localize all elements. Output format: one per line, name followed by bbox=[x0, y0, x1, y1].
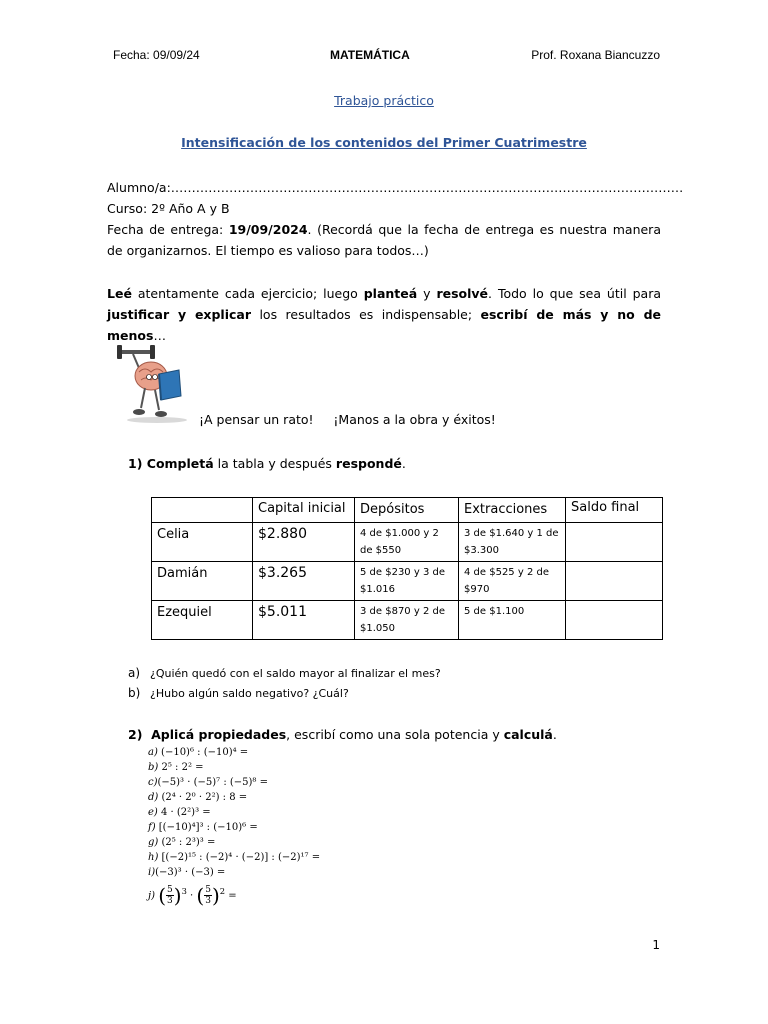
table-cell-capital: $5.011 bbox=[253, 601, 355, 640]
exercise2-number: 2) bbox=[128, 727, 152, 742]
item-label: j) bbox=[148, 890, 156, 902]
fraction bbox=[204, 885, 212, 906]
exercise-item bbox=[148, 805, 320, 820]
question-a bbox=[128, 666, 441, 680]
item-expression: (−10)⁶ : (−10)⁴ = bbox=[161, 747, 249, 758]
table-row bbox=[152, 601, 663, 640]
item-label: e) bbox=[148, 807, 161, 818]
table-header-cell bbox=[152, 498, 253, 523]
exercise1-complete: Completá bbox=[146, 456, 214, 471]
exercise2-text-1: , escribí como una sola potencia y bbox=[286, 727, 504, 742]
table-cell-capital: $2.880 bbox=[253, 523, 355, 562]
table-cell-deposits: 4 de $1.000 y 2 de $550 bbox=[355, 523, 459, 562]
course-line: Curso: 2º Año A y B bbox=[107, 201, 230, 216]
fraction-denominator: 3 bbox=[205, 896, 211, 907]
item-expression: [(−2)¹⁵ : (−2)⁴ · (−2)] : (−2)¹⁷ = bbox=[161, 852, 321, 863]
item-label: b) bbox=[148, 762, 162, 773]
item-label: a) bbox=[148, 747, 162, 758]
table-header-cell: Extracciones bbox=[459, 498, 566, 523]
instr-read: Leé bbox=[107, 286, 132, 301]
exercise-item bbox=[148, 745, 320, 760]
instr-text-1: atentamente cada ejercicio; luego bbox=[131, 286, 364, 301]
item-label: h) bbox=[148, 852, 162, 863]
exercise1-number: 1) bbox=[128, 456, 147, 471]
due-rest: . (Recordá que la fecha de entrega es nuestra manera de organizarnos. El tiempo es valioso para todos…) bbox=[107, 222, 661, 258]
dot-operator: · bbox=[186, 890, 197, 902]
table-cell-name: Celia bbox=[152, 523, 253, 562]
item-label: f) bbox=[148, 822, 159, 833]
header-subject: MATEMÁTICA bbox=[330, 48, 410, 62]
exercise2-calculate: calculá bbox=[503, 727, 553, 742]
page-number: 1 bbox=[652, 938, 660, 952]
table-row bbox=[152, 523, 663, 562]
exercise2-statement bbox=[128, 727, 557, 742]
item-label: d) bbox=[148, 792, 162, 803]
question-label: b) bbox=[128, 686, 141, 700]
instr-text-5: … bbox=[153, 328, 166, 343]
doc-title: Trabajo práctico bbox=[334, 93, 434, 108]
exercise1-statement bbox=[128, 456, 406, 471]
exercise-item-j: j) ( $\frac{5}{3}$ )$^3$ · ( $\frac{5}{3}$ )$^2$ = bbox=[148, 883, 237, 908]
table-cell-deposits: 3 de $870 y 2 de $1.050 bbox=[355, 601, 459, 640]
fraction-numerator: 5 bbox=[167, 885, 173, 896]
motto: ¡A pensar un rato! ¡Manos a la obra y éxitos! bbox=[199, 412, 496, 427]
question-b bbox=[128, 686, 349, 700]
exercise-item bbox=[148, 850, 320, 865]
equals-sign: = bbox=[225, 890, 237, 902]
exercise1-answer: respondé bbox=[335, 456, 402, 471]
instr-plan: planteá bbox=[363, 286, 418, 301]
instr-write-more: escribí de más y no de menos bbox=[107, 307, 662, 343]
item-expression: (−3)³ · (−3) = bbox=[155, 867, 226, 878]
table-cell-balance[interactable] bbox=[566, 523, 663, 562]
instr-text-4: los resultados es indispensable; bbox=[251, 307, 481, 322]
exercise-item bbox=[148, 775, 320, 790]
header-teacher: Prof. Roxana Biancuzzo bbox=[531, 48, 660, 62]
item-expression: (2⁴ · 2⁰ · 2²) : 8 = bbox=[161, 792, 248, 803]
exercise1-text-1: la tabla y después bbox=[213, 456, 336, 471]
table-header-cell: Saldo final bbox=[566, 498, 663, 523]
student-line: Alumno/a:…………………………………………………………………………………………………………… bbox=[107, 180, 684, 195]
table-cell-deposits: 5 de $230 y 3 de $1.016 bbox=[355, 562, 459, 601]
due-date-paragraph bbox=[107, 219, 661, 261]
question-text: ¿Hubo algún saldo negativo? ¿Cuál? bbox=[150, 687, 349, 700]
exercise2-items bbox=[148, 745, 320, 906]
exercise-item bbox=[148, 835, 320, 850]
exercise2-apply-properties: Aplicá propiedades bbox=[151, 727, 287, 742]
table-cell-balance[interactable] bbox=[566, 562, 663, 601]
due-date: 19/09/2024 bbox=[228, 222, 308, 237]
item-label: g) bbox=[148, 837, 162, 848]
exercise-item bbox=[148, 760, 320, 775]
instr-text-3: . Todo lo que sea útil para bbox=[488, 286, 662, 301]
table-cell-withdrawals: 4 de $525 y 2 de $970 bbox=[459, 562, 566, 601]
instr-solve: resolvé bbox=[436, 286, 489, 301]
balance-table bbox=[151, 497, 663, 640]
exercise2-text-2: . bbox=[552, 727, 557, 742]
fraction-denominator: 3 bbox=[167, 896, 173, 907]
doc-subtitle: Intensificación de los contenidos del Primer Cuatrimestre bbox=[181, 135, 587, 150]
item-expression: (−5)³ · (−5)⁷ : (−5)⁸ = bbox=[157, 777, 268, 788]
exponent: 3 bbox=[181, 886, 187, 896]
exercise-item bbox=[148, 820, 320, 835]
question-text: ¿Quién quedó con el saldo mayor al finalizar el mes? bbox=[150, 667, 441, 680]
exercise1-text-2: . bbox=[401, 456, 406, 471]
table-cell-capital: $3.265 bbox=[253, 562, 355, 601]
item-expression: 2⁵ : 2² = bbox=[161, 762, 204, 773]
exercise-item bbox=[148, 865, 320, 880]
brain-illustration-icon bbox=[113, 344, 195, 424]
table-cell-withdrawals: 3 de $1.640 y 1 de $3.300 bbox=[459, 523, 566, 562]
table-cell-name: Damián bbox=[152, 562, 253, 601]
item-label: c) bbox=[148, 777, 158, 788]
instr-text-2: y bbox=[417, 286, 437, 301]
due-prefix: Fecha de entrega: bbox=[107, 222, 229, 237]
table-cell-balance[interactable] bbox=[566, 601, 663, 640]
question-label: a) bbox=[128, 666, 141, 680]
item-expression: [(−10)⁴]³ : (−10)⁶ = bbox=[158, 822, 258, 833]
table-cell-withdrawals: 5 de $1.100 bbox=[459, 601, 566, 640]
exponent: 2 bbox=[219, 886, 226, 896]
exercise-item bbox=[148, 790, 320, 805]
item-expression: (2⁵ : 2³)³ = bbox=[161, 837, 216, 848]
header-date: Fecha: 09/09/24 bbox=[113, 48, 200, 62]
instructions-paragraph bbox=[107, 283, 661, 346]
table-header-cell: Depósitos bbox=[355, 498, 459, 523]
fraction-numerator: 5 bbox=[205, 885, 211, 896]
item-expression: 4 · (2²)³ = bbox=[161, 807, 211, 818]
table-row bbox=[152, 562, 663, 601]
table-cell-name: Ezequiel bbox=[152, 601, 253, 640]
fraction bbox=[166, 885, 174, 906]
item-label: i) bbox=[148, 867, 156, 878]
instr-justify: justificar y explicar bbox=[107, 307, 252, 322]
table-header-cell: Capital inicial bbox=[253, 498, 355, 523]
table-header-row bbox=[152, 498, 663, 523]
